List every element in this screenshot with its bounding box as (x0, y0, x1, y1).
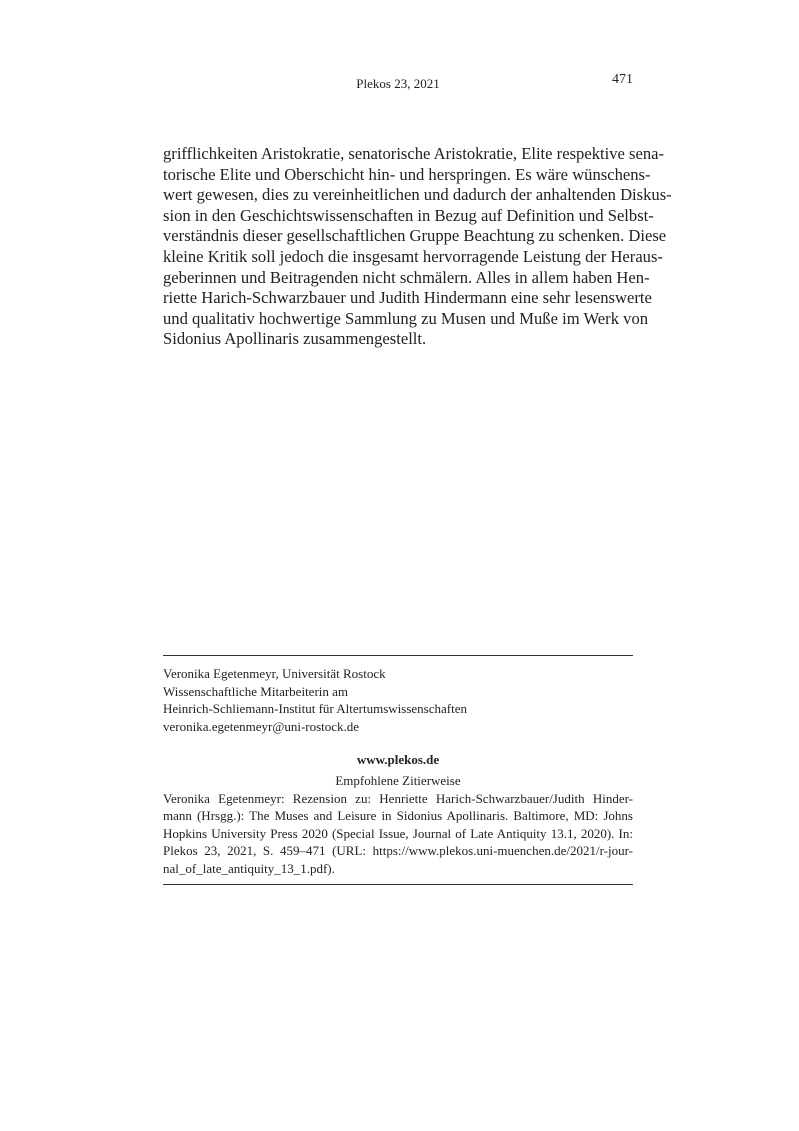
text-line: verständnis dieser gesellschaftlichen Gruppe Beachtung zu schenken. Diese (163, 226, 667, 246)
text-line: geberinnen und Beitragenden nicht schmälern. Alles in allem haben Hen- (163, 267, 650, 287)
text-line: riette Harich-Schwarzbauer und Judith Hindermann eine sehr lesenswerte (163, 288, 652, 308)
text-line: kleine Kritik soll jedoch die insgesamt hervorragende Leistung der Heraus- (163, 246, 663, 266)
author-institute: Heinrich-Schliemann-Institut für Altertumswissenschaften (163, 701, 467, 717)
running-header (163, 74, 633, 94)
author-email[interactable]: veronika.egetenmeyr@uni-rostock.de (163, 718, 360, 734)
text-line: grifflichkeiten Aristokratie, senatorische Aristokratie, Elite respektive sena- (163, 144, 665, 163)
divider-top (163, 655, 633, 656)
citation-line: Hopkins University Press 2020 (Special Issue, Journal of Late Antiquity 13.1, 2020). In: (163, 825, 633, 841)
text-line: und qualitativ hochwertige Sammlung zu Musen und Muße im Werk von (163, 308, 649, 328)
journal-title: Plekos 23, 2021 (356, 76, 440, 91)
author-name: Veronika Egetenmeyr, Universität Rostock (163, 666, 386, 681)
citation-line: nal_of_late_antiquity_13_1.pdf). (163, 860, 335, 876)
citation-line: Veronika Egetenmeyr: Rezension zu: Henriette Harich-Schwarzbauer/Judith Hinder- (163, 790, 633, 806)
author-affiliation (163, 665, 633, 735)
text-line: Sidonius Apollinaris zusammengestellt. (163, 329, 427, 349)
website-link[interactable]: www.plekos.de (356, 752, 440, 767)
citation-line: Plekos 23, 2021, S. 459–471 (URL: https://www.plekos.uni-muenchen.de/2021/r-jour- (163, 843, 633, 859)
page-number: 471 (612, 72, 633, 87)
author-position: Wissenschaftliche Mitarbeiterin am (163, 683, 349, 699)
citation-block (163, 772, 633, 878)
citation-heading: Empfohlene Zitierweise (335, 773, 461, 788)
text-line: sion in den Geschichtswissenschaften in Bezug auf Definition und Selbst- (163, 205, 654, 225)
citation-line: mann (Hrsgg.): The Muses and Leisure in Sidonius Apollinaris. Baltimore, MD: Johns (163, 808, 633, 824)
divider-bottom (163, 884, 633, 885)
text-line: torische Elite und Oberschicht hin- und herspringen. Es wäre wünschens- (163, 164, 651, 184)
text-line: wert gewesen, dies zu vereinheitlichen und dadurch der anhaltenden Diskus- (163, 185, 672, 205)
body-paragraph (163, 144, 672, 350)
